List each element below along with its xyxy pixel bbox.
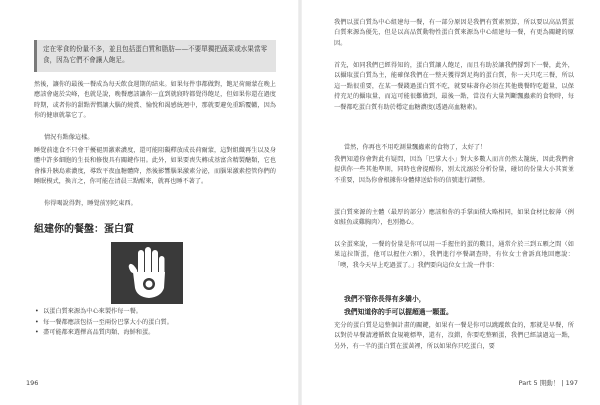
right-paragraph-3: 當然，你再也不用吃測量飄蟲素的食物了，太好了！ (344, 144, 487, 151)
left-paragraph-1: 然後，讓你的最後一餐成為每天飲食週期的結束。如果每件事都做對，飽足荷爾蒙在晚上應該會處於尖峰，也就是說，晚餐應該讓你一直到就寢時都覺得飽足，但如果你還在過度時期，或者你的甜點習慣讓大腦的燒賞、愉悅和渴感統迴中，那就要避免重蹈覆轍，因為你的健康就靠它了。 (34, 81, 276, 120)
left-paragraph-4: 你得喝說得對，睡覺前別吃東西。 (44, 200, 137, 207)
right-page (300, 0, 600, 405)
callout-text: 定在零食的份量不多，並且包括蛋白質和脂肪——不要單獨把蔬菜或水果當零食，因為它們不會讓人飽足。 (43, 45, 268, 64)
right-paragraph-6: 以全蛋來說，一餐的份量是你可以用一手握住的蛋的數目，通常介於三到五顆之間（如果這拉斯蛋，他可以握住六顆），我們進行亭餐調查時，有位女士會訴真地回應說：「噢，我今天早上吃過蛋了。」我們要向這位女士說一件事： (334, 241, 574, 269)
list-item: • 以蛋白質來源為中心來製作每一餐。 (34, 307, 284, 318)
right-paragraph-1: 我們以蛋白質為中心組建每一餐，有一部分原因是我們有質素預算，所以要以高品質蛋白質來源為優先，但是以高品質動物性蛋白質來源為中心組建每一餐，有更為關鍵的原因。 (334, 19, 574, 47)
left-paragraph-2: 情況有點像這樣。 (44, 134, 94, 141)
hand-graphic (111, 242, 183, 304)
list-item: • 每一餐都應該包括一至兩份巴掌大小的蛋白質。 (34, 318, 284, 329)
right-paragraph-2: 首先，如同我們已經得知的，蛋白質讓人飽足，而且有助於讓我們撐到下一餐，此外，以攝取蛋白質為主，能確保我們在一整天獲得到足夠的蛋白質，你一天只吃三餐，所以這一點很重要，在某一餐錢過蛋白質不吃，就要味著你必須在其他幾餐時吃超量，以保持充足的攝取量，而這可能很難做到，最後一點，當沒有大量判斷飄蟲素的食物時，每一餐都吃蛋白質有助於穩定血糖濃度(透過高血糖素)。 (334, 62, 574, 111)
right-paragraph-5: 蛋白質來源的主體（最厚的部分）應該和你的手掌面積大略相同，如果食材比較薄（例如鮭魚或雞胸肉），也別擔心。 (334, 209, 574, 227)
open-hand-icon (111, 242, 183, 304)
bold-statement-2: 我們知道你的手可以握超過一顆蛋。 (344, 308, 453, 316)
page-number-left: 196 (26, 379, 39, 387)
right-paragraph-4: 我們知道你會對此有疑問，因為「巴掌大小」對大多數人而言仍然太籠統，因此我們會提供你一些其他準則，同時也會提醒你，別太沈溺於分析份量，碰切的份量大小其實並不重要，因為你會根據你身體傳送給你的信號進行調整。 (334, 156, 574, 184)
page-number-right: 197 (565, 379, 578, 387)
list-item: • 盡可能都來選擇高品質肉類、海鮮和蛋。 (34, 328, 284, 339)
right-paragraph-7: 充分的蛋白質是這整個計畫的關鍵，如果有一餐是你可以跳蹤飲食的，那就是早餐，所以對於早餐請遵循飲食規範標準，還有，沒錯，你要吃整顆蛋，我們已經談過這一點，另外，有一半的蛋白質在蛋黃裡，所以如果你只吃蛋白，要 (334, 322, 574, 350)
page-footer-right (519, 378, 578, 387)
left-paragraph-3: 睡覺前進食不只會干擾褪黑激素濃度，還可能阻礙釋放成長荷爾蒙，這對組織再生以及身體中許多細胞的生長和修復具有關鍵作用。此外，如果要喪失轉成基富含精製醣類，它也會推升胰島素濃度，導致平夜血糖體降，然後影響腦果激素分泌，而腦果激素控管你們的睡眠模式，換言之，你可能在清晨三點醒來，就再也睡不著了。 (34, 147, 276, 186)
section-heading: 組建你的餐盤：蛋白質 (34, 224, 134, 235)
running-footer: Part 5 開動！ (518, 379, 560, 387)
bold-statement-1: 我們不管你長得有多嬌小， (344, 295, 426, 303)
callout-box (34, 40, 276, 72)
bullet-list (34, 307, 284, 339)
footer-separator: | (561, 379, 566, 387)
